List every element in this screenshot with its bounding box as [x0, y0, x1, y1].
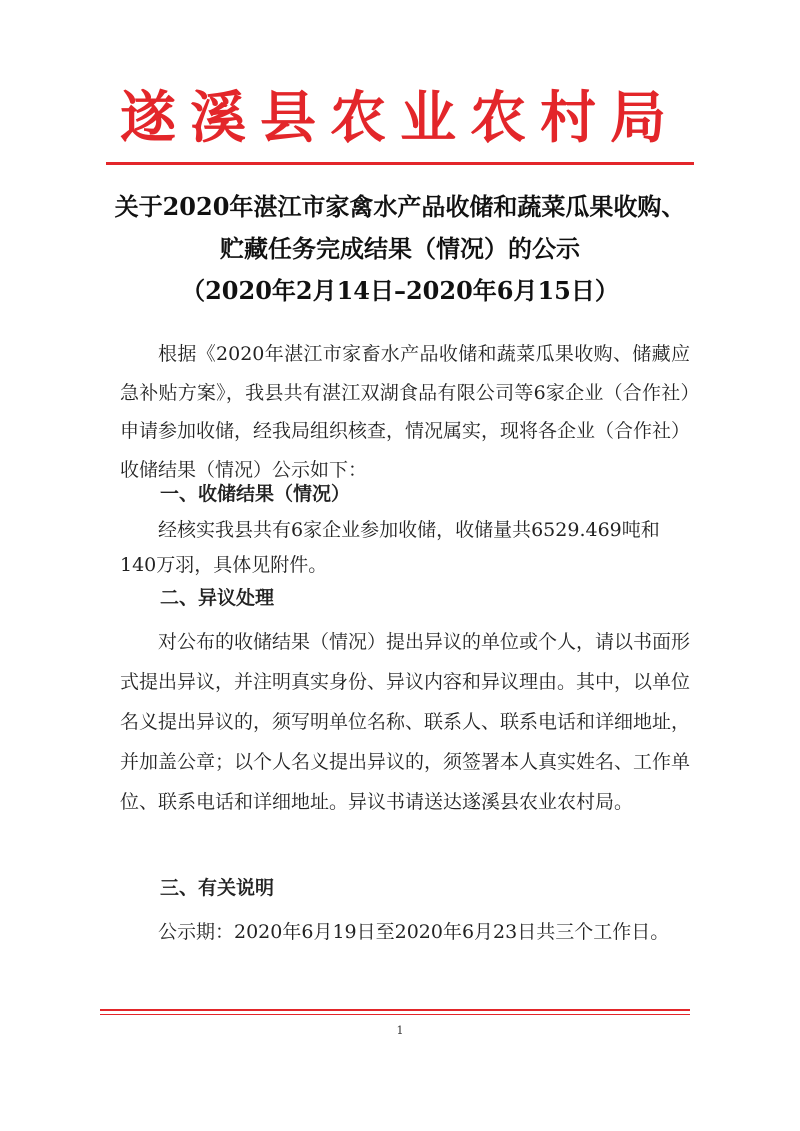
section-2-text: 对公布的收储结果（情况）提出异议的单位或个人，请以书面形式提出异议，并注明真实身份、异议内容和异议理由。其中，以单位名义提出异议的，须写明单位名称、联系人、联系电话和详细地址，并加盖公章；以个人名义提出异议的，须签署本人真实姓名、工作单位、联系电话和详细地址。异议书请送达遂溪县农业农村局。 — [120, 631, 691, 813]
footer-rule-thin — [100, 1014, 690, 1015]
section-3-heading: 三、有关说明 — [160, 877, 275, 899]
section-1-heading: 一、收储结果（情况） — [160, 483, 351, 505]
letterhead-rule — [106, 162, 694, 165]
intro-paragraph: 根据《2020年湛江市家畜水产品收储和蔬菜瓜果收购、储藏应急补贴方案》，我县共有湛江双湖食品有限公司等6家企业（合作社）申请参加收储，经我局组织核查，情况属实，现将各企业（合作社）收储结果（情况）公示如下： — [120, 343, 691, 481]
agency-letterhead: 遂溪县农业农村局 — [120, 85, 680, 151]
document-title-date-range: （2020年2月14日–2020年6月15日） — [181, 276, 619, 305]
section-2-heading: 二、异议处理 — [160, 587, 275, 609]
section-1-text: 经核实我县共有6家企业参加收储，收储量共6529.469吨和140万羽，具体见附件。 — [120, 519, 660, 576]
footer-rule-thick — [100, 1009, 690, 1011]
section-3-text: 公示期：2020年6月19日至2020年6月23日共三个工作日。 — [158, 921, 670, 943]
page-number: 1 — [396, 1024, 404, 1037]
document-title-line-2: 贮藏任务完成结果（情况）的公示 — [220, 234, 580, 263]
document-title-line-1: 关于2020年湛江市家禽水产品收储和蔬菜瓜果收购、 — [114, 192, 686, 221]
